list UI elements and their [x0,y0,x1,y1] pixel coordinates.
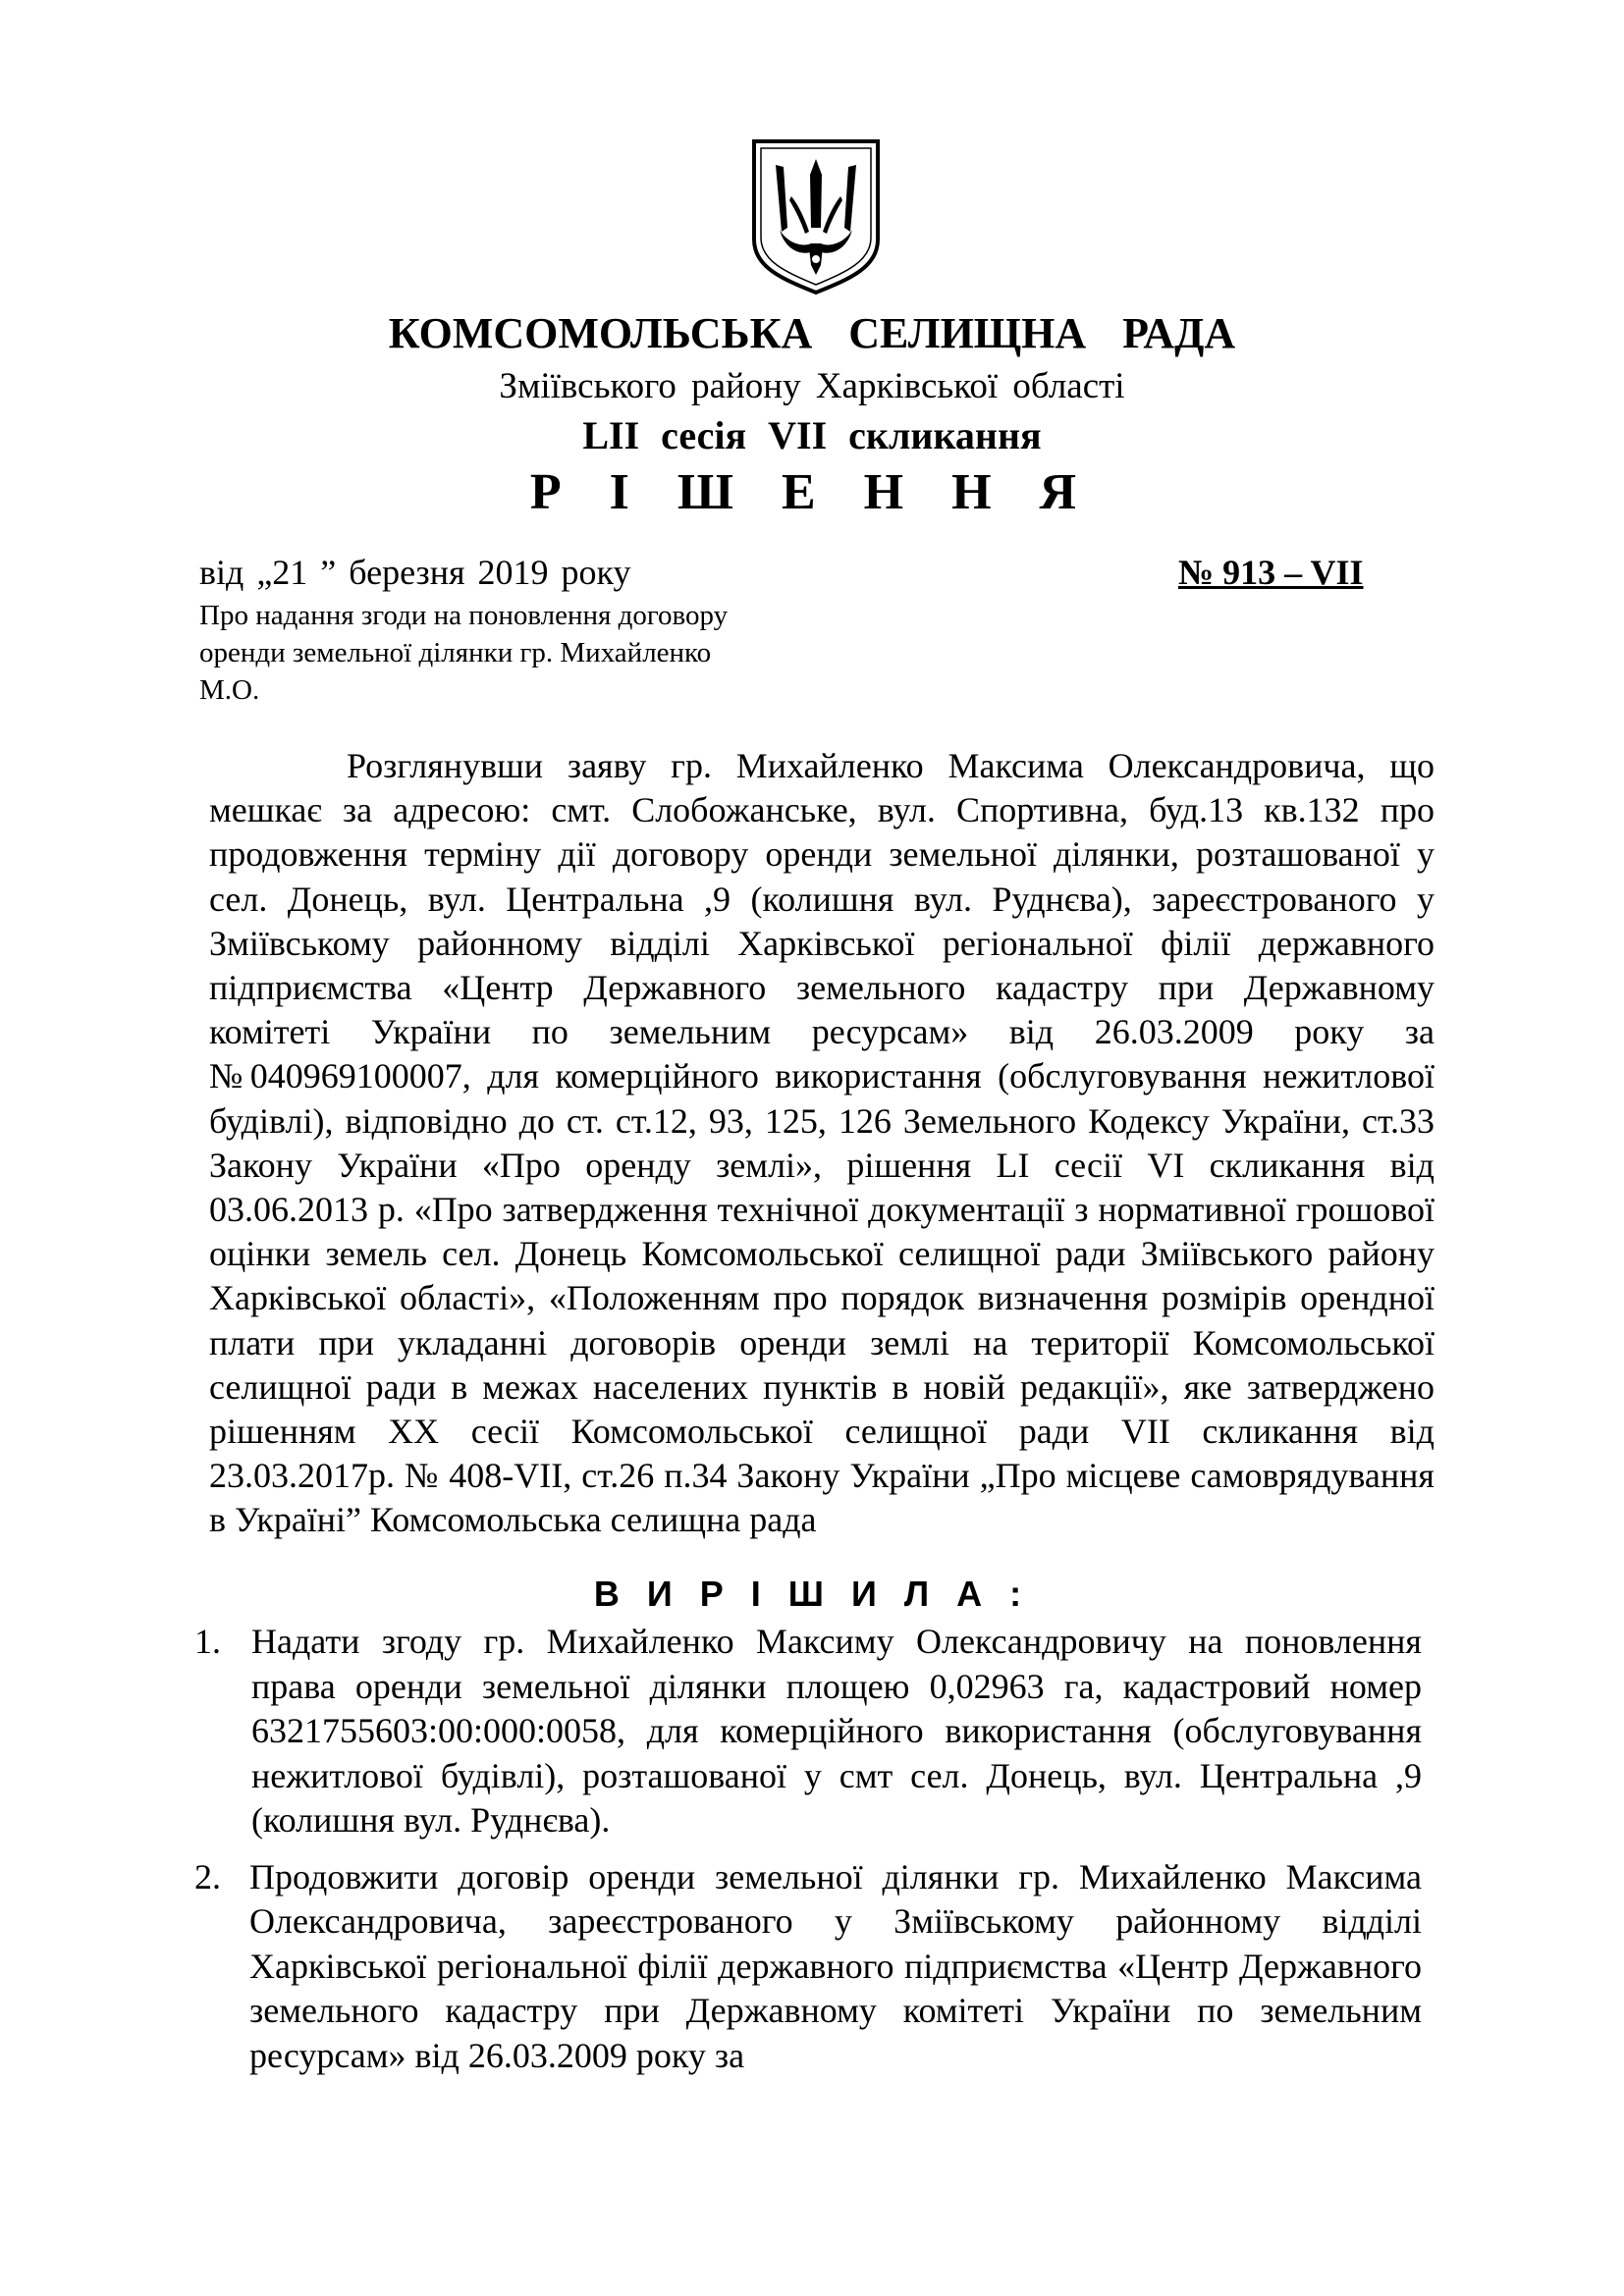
council-name: КОМСОМОЛЬСЬКА СЕЛИЩНА РАДА [388,309,1236,357]
decision-subject: Про надання згоди на поновлення договору оренди земельної ділянки гр. Михайленко М.О. [199,600,729,706]
list-item-number: 1. [194,1622,221,1661]
list-item [194,1620,1422,1843]
document-type: Р І Ш Е Н Н Я [529,464,1095,520]
decision-number: № 913 – VII [1178,553,1364,592]
trident-coat-of-arms-icon [748,137,884,296]
list-item [194,1855,1422,2079]
resolution-items [194,1620,1422,2078]
list-item-text: Продовжити договір оренди земельної ділянки гр. Михайленко Максима Олександровича, зареєстрованого у Зміївському районному відділі Харківської регіональної філії державного підприємства «Центр Державного земельного кадастру при Державному комітеті України по земельним ресурсам» від 26.03.2009 року за [249,1856,1422,2075]
resolved-heading: В И Р І Ш И Л А : [593,1574,1031,1614]
list-item-text: Надати згоду гр. Михайленко Максиму Олександровичу на поновлення права оренди земельної ділянки площею 0,02963 га, кадастровий номер 6321755603:00:000:0058, для комерційного використання (обслуговування нежитлової будівлі), розташованої у смт сел. Донець, вул. Центральна ,9 (колишня вул. Руднєва). [251,1622,1422,1840]
decision-date: від „21 ” березня 2019 року [199,553,631,592]
council-region: Зміївського району Харківської області [499,366,1125,406]
preamble-paragraph: Розглянувши заяву гр. Михайленко Максима Олександровича, що мешкає за адресою: смт. Слобожанське, вул. Спортивна, буд.13 кв.132 про продовження терміну дії договору оренди земельної ділянки, розташованої у сел. Донець, вул. Центральна ,9 (колишня вул. Руднєва), зареєстрованого у Зміївському районному відділі Харківської регіональної філії державного підприємства «Центр Державного земельного кадастру при Державному комітеті України по земельним ресурсам» від 26.03.2009 року за №040969100007, для комерційного використання (обслуговування нежитлової будівлі), відповідно до ст. ст.12, 93, 125, 126 Земельного Кодексу України, ст.33 Закону України «Про оренду землі», рішення LI сесії VI скликання від 03.06.2013 р. «Про затвердження технічної документації з нормативної грошової оцінки земель сел. Донець Комсомольської селищної ради Зміївського району Харківської області», «Положенням про порядок визначення розмірів орендної плати при укладанні договорів оренди землі на території Комсомольської селищної ради в межах населених пунктів в новій редакції», яке затверджено рішенням XX сесії Комсомольської селищної ради VII скликання від 23.03.2017р. № 408-VII, ст.26 п.34 Закону України „Про місцеве самоврядування в Україні” Комсомольська селищна рада [209,746,1435,1540]
session-title: LII сесія VII скликання [582,413,1042,457]
list-item-number: 2. [194,1856,221,1896]
